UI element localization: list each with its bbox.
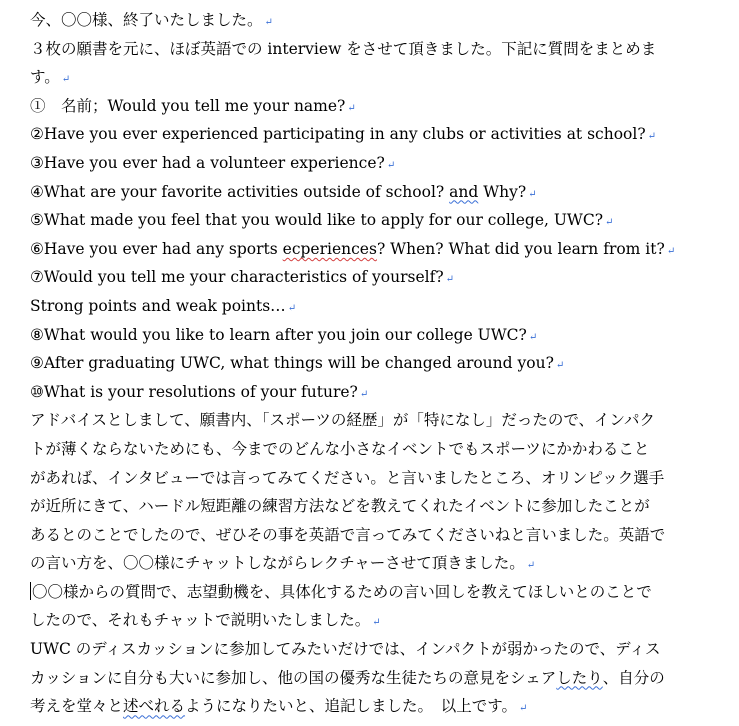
paragraph-mark-icon: ↵ xyxy=(372,617,381,629)
paragraph-mark-icon: ↵ xyxy=(605,217,614,229)
line-text: ⑦Would you tell me your characteristics of yourself? xyxy=(30,268,444,287)
text-line xyxy=(30,406,715,435)
text-line xyxy=(30,435,715,464)
question-line xyxy=(30,206,715,235)
question-line xyxy=(30,235,715,264)
question-line xyxy=(30,349,715,378)
line-text: UWC のディスカッションに参加してみたいだけでは、インパクトが弱かったので、ディス xyxy=(30,640,661,659)
line-text: ① 名前；Would you tell me your name? xyxy=(30,96,346,115)
line-text: 、自分の xyxy=(602,668,665,687)
line-text: ⑧What would you like to learn after you join our college UWC? xyxy=(30,325,527,344)
paragraph-mark-icon: ↵ xyxy=(347,102,356,114)
line-text: 〇〇様からの質問で、志望動機を、具体化するための言い回しを教えてほしいとのことで xyxy=(32,582,652,601)
text-line xyxy=(30,549,715,578)
paragraph-mark-icon: ↵ xyxy=(61,74,71,86)
line-text: Why? xyxy=(478,182,527,201)
line-text: の言い方を、〇〇様にチャットしながらレクチャーさせて頂きました。 xyxy=(30,554,525,573)
text-line xyxy=(30,606,715,635)
text-line xyxy=(30,492,715,521)
text-line xyxy=(30,6,715,35)
line-text: が近所にきて、ハードル短距離の練習方法などを教えてくれたイベントに参加したことが xyxy=(30,497,650,516)
text-line xyxy=(30,464,715,493)
question-line xyxy=(30,263,715,292)
text-line xyxy=(30,578,715,607)
text-cursor xyxy=(30,582,31,600)
spelling-error-word[interactable]: ecperiences xyxy=(282,239,377,258)
text-line xyxy=(30,635,715,664)
line-text: ④What are your favorite activities outside of school? xyxy=(30,182,450,201)
text-line xyxy=(30,35,715,64)
text-line xyxy=(30,664,715,693)
line-text: 今、〇〇様、終了いたしました。 xyxy=(30,11,263,29)
paragraph-mark-icon: ↵ xyxy=(386,159,396,171)
line-text: ⑩What is your resolutions of your future? xyxy=(30,382,358,401)
line-text: ようになりたいと、追記しました。 以上です。 xyxy=(185,697,518,716)
line-text: カッションに自分も大いに参加し、他の国の優秀な生徒たちの意見をシェア xyxy=(30,668,557,687)
grammar-flagged-word[interactable]: したり xyxy=(556,668,603,687)
paragraph-mark-icon: ↵ xyxy=(528,331,538,343)
text-line xyxy=(30,521,715,550)
paragraph-mark-icon: ↵ xyxy=(445,274,455,286)
question-line xyxy=(30,92,715,121)
text-line xyxy=(30,692,715,721)
grammar-flagged-word[interactable]: 述べれる xyxy=(123,697,186,716)
line-text: があれば、インタビューでは言ってみてください。と言いましたところ、オリンピック選手 xyxy=(30,468,665,487)
line-text: す。 xyxy=(30,68,60,87)
line-text: ３枚の願書を元に、ほぼ英語での interview をさせて頂きました。下記に質問をまとめま xyxy=(30,39,657,58)
line-text: アドバイスとしまして、願書内、「スポーツの経歴」が「特になし」だったので、インパク xyxy=(30,411,655,430)
line-text: ②Have you ever experienced participating in any clubs or activities at school? xyxy=(30,125,646,144)
paragraph-mark-icon: ↵ xyxy=(666,245,676,257)
question-line xyxy=(30,378,715,407)
paragraph-mark-icon: ↵ xyxy=(526,560,536,572)
paragraph-mark-icon: ↵ xyxy=(647,131,657,143)
question-line xyxy=(30,292,715,321)
line-text: ⑥Have you ever had any sports xyxy=(30,239,283,258)
question-line xyxy=(30,321,715,350)
paragraph-mark-icon: ↵ xyxy=(287,302,297,314)
line-text: トが薄くならないためにも、今までのどんな小さなイベントでもスポーツにかかわること xyxy=(30,439,650,458)
line-text: したので、それもチャットで説明いたしました。 xyxy=(30,611,371,630)
paragraph-mark-icon: ↵ xyxy=(528,188,537,200)
line-text: あるとのことでしたので、ぜひその事を英語で言ってみてくださいねと言いました。英語で xyxy=(30,525,666,544)
line-text: Strong points and weak points… xyxy=(30,296,286,315)
line-text: ⑨After graduating UWC, what things will be changed around you? xyxy=(30,354,554,373)
line-text: ⑤What made you feel that you would like to apply for our college, UWC? xyxy=(30,211,604,230)
paragraph-mark-icon: ↵ xyxy=(519,703,528,715)
grammar-flagged-word[interactable]: and xyxy=(449,182,479,201)
line-text: ? When? What did you learn from it? xyxy=(376,239,665,258)
paragraph-mark-icon: ↵ xyxy=(359,388,369,400)
question-line xyxy=(30,149,715,178)
line-text: 考えを堂々と xyxy=(30,697,124,716)
question-line xyxy=(30,120,715,149)
paragraph-mark-icon: ↵ xyxy=(264,17,273,28)
line-text: ③Have you ever had a volunteer experience? xyxy=(30,153,385,172)
question-line xyxy=(30,178,715,207)
text-line xyxy=(30,63,715,92)
paragraph-mark-icon: ↵ xyxy=(555,360,565,372)
